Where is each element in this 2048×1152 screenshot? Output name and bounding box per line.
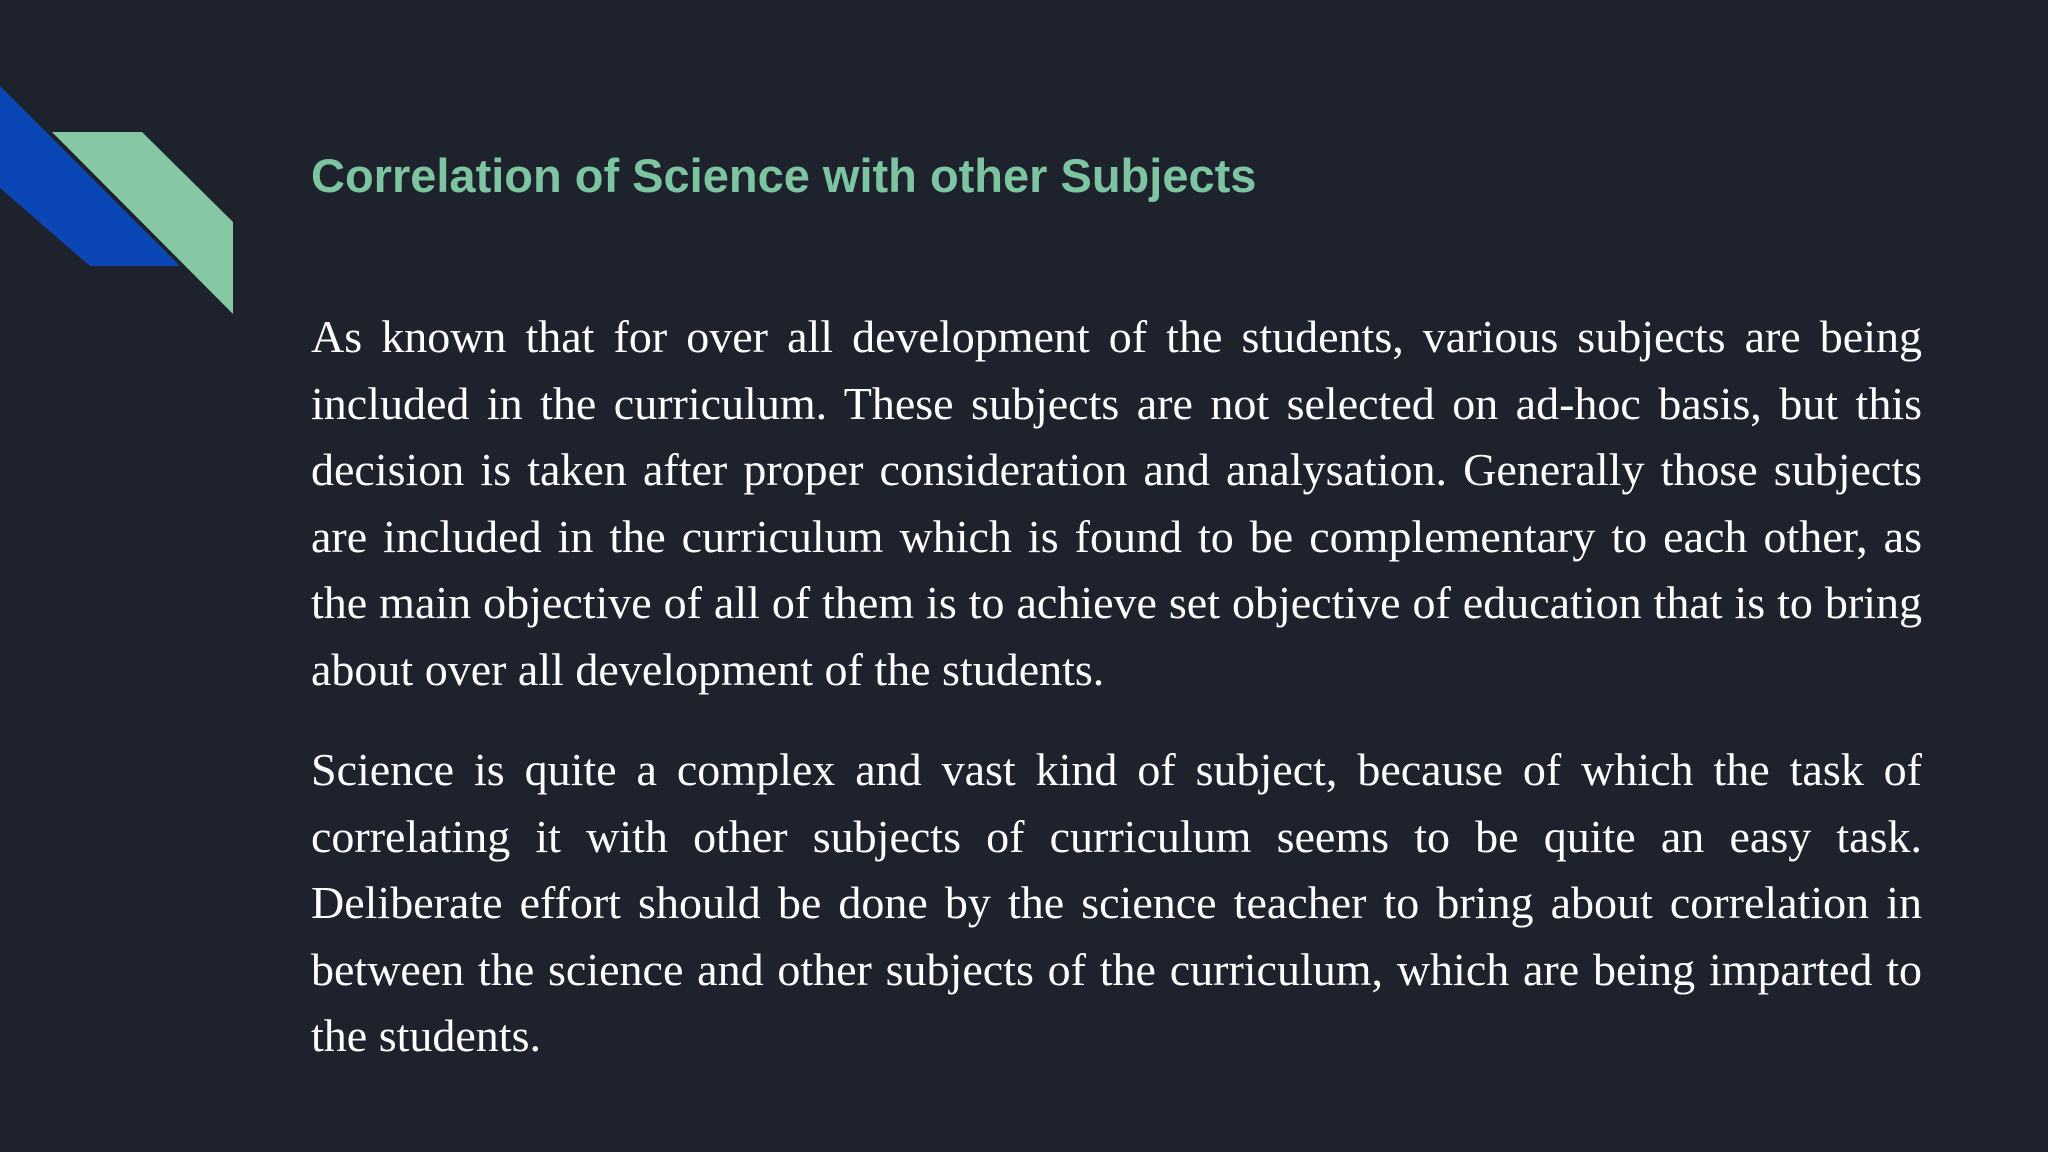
body-paragraph-2: Science is quite a complex and vast kind of subject, because of which the task of correlating it with other subjects of curriculum seems to be quite an easy task. Deliberate effort should be done by the science teacher to bring about correlation in between the science and other subjects of the curriculum, which are being imparted to the students. — [311, 744, 1922, 1061]
body-paragraph-1: As known that for over all development of the students, various subjects are being included in the curriculum. These subjects are not selected on ad-hoc basis, but this decision is taken after proper consideration and analysation. Generally those subjects are included in the curriculum which is found to be complementary to each other, as the main objective of all of them is to achieve set objective of education that is to bring about over all development of the students. — [311, 311, 1922, 695]
slide-body — [311, 304, 1922, 1070]
corner-decoration — [0, 0, 240, 320]
slide-title: Correlation of Science with other Subjects — [311, 149, 1257, 202]
